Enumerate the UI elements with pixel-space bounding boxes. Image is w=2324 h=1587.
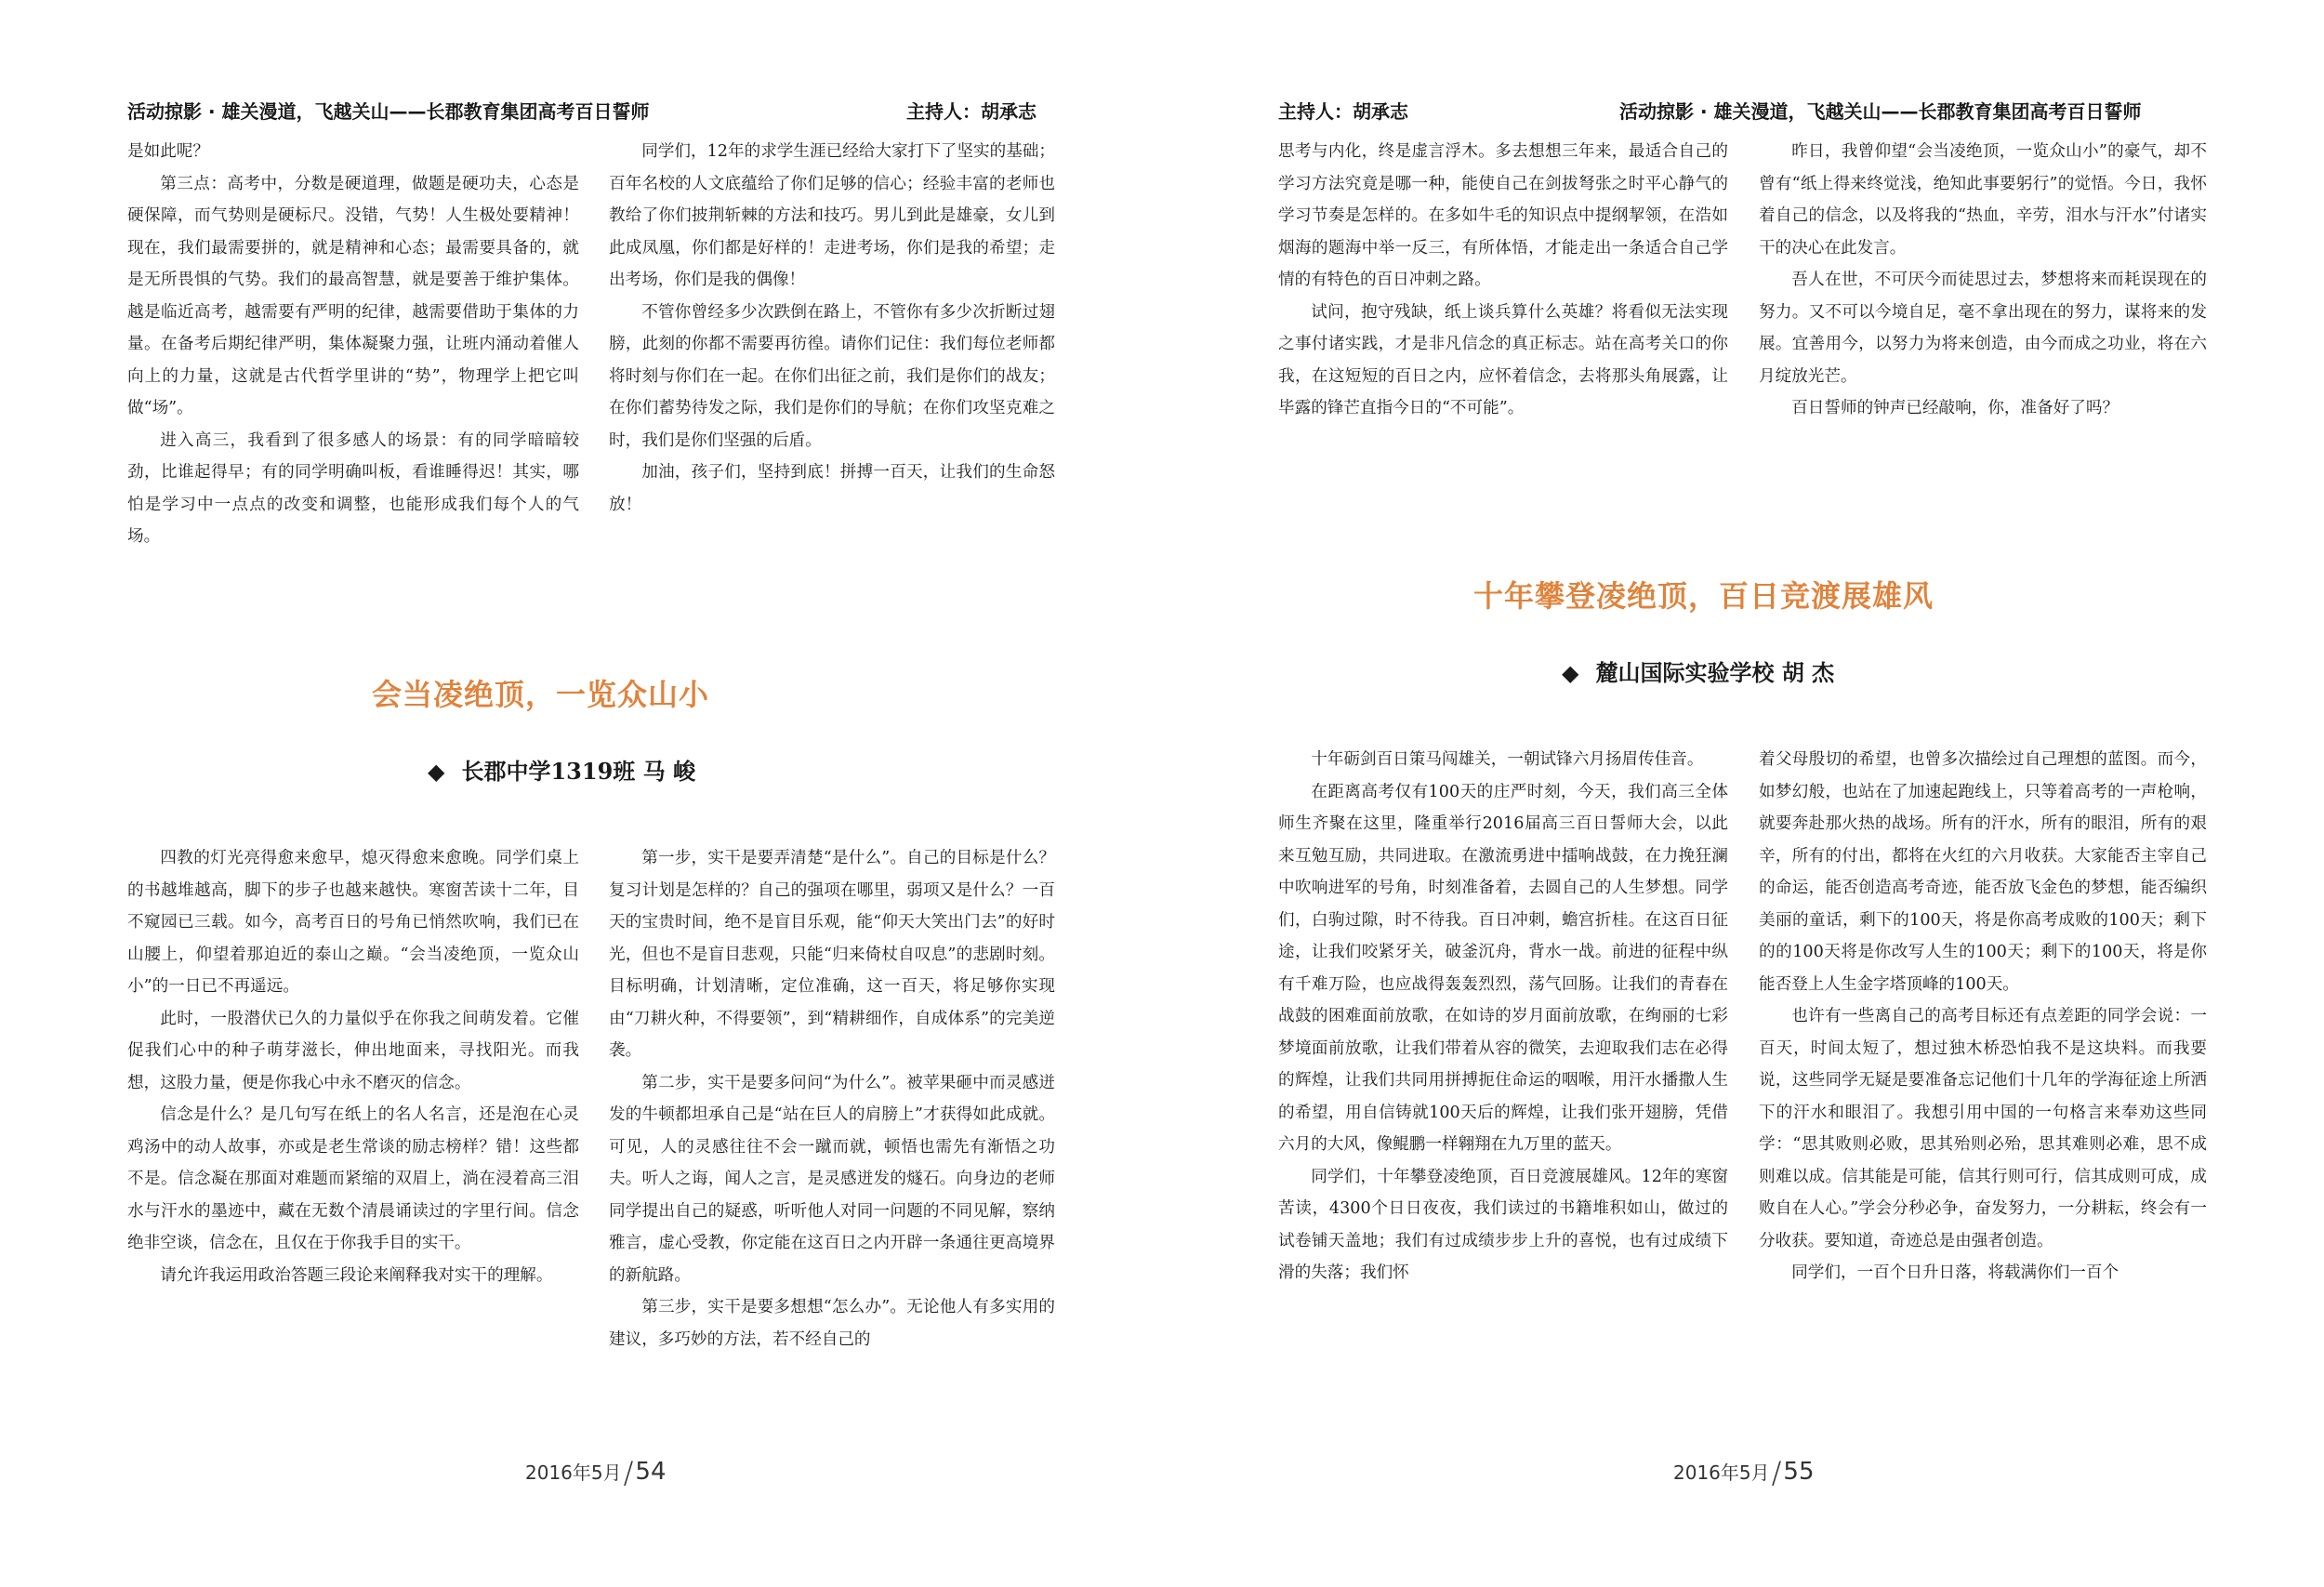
paragraph: 第三点：高考中，分数是硬道理，做题是硬功夫，心态是硬保障，而气势则是硬标尺。没错，气势！人生极处要精神！现在，我们最需要拼的，就是精神和心态；最需要具备的，就是无所畏惧的气势。我们的最高智慧，就是要善于维护集体。越是临近高考，越需要有严明的纪律，越需要借助于集体的力量。在备考后期纪律严明，集体凝聚力强，让班内涌动着催人向上的力量，这就是古代哲学里讲的“势”，物理学上把它叫做“场”。	[127, 174, 579, 417]
paragraph: 十年砺剑百日策马闯雄关，一朝试锋六月扬眉传佳音。	[1311, 750, 1704, 769]
right-top-right-column	[1759, 136, 2207, 425]
paragraph: 加油，孩子们，坚持到底！拼搏一百天，让我们的生命怒放！	[609, 463, 1055, 514]
paragraph: 此时，一股潜伏已久的力量似乎在你我之间萌发着。它催促我们心中的种子萌芽滋长，伸出地面来，寻找阳光。而我想，这股力量，便是你我心中永不磨灭的信念。	[127, 1009, 579, 1092]
paragraph: 思考与内化，终是虚言浮木。多去想想三年来，最适合自己的学习方法究竟是哪一种，能使自己在剑拔弩张之时平心静气的学习节奏是怎样的。在多如牛毛的知识点中提纲挈领，在浩如烟海的题海中举一反三，有所体悟，才能走出一条适合自己学情的有特色的百日冲刺之路。	[1278, 142, 1728, 289]
paragraph: 第三步，实干是要多想想“怎么办”。无论他人有多实用的建议，多巧妙的方法，若不经自己的	[609, 1298, 1055, 1349]
paragraph: 第二步，实干是要多问问“为什么”。被苹果砸中而灵感迸发的牛顿都坦承自己是“站在巨人的肩膀上”才获得如此成就。可见，人的灵感往往不会一蹴而就，顿悟也需先有渐悟之功夫。听人之诲，闻人之言，是灵感迸发的燧石。向身边的老师同学提出自己的疑惑，听听他人对同一问题的不同见解，察纳雅言，虚心受教，你定能在这百日之内开辟一条通往更高境界的新航路。	[609, 1073, 1055, 1285]
left-header-section: 活动掠影 · 雄关漫道，飞越关山——长郡教育集团高考百日誓师	[127, 100, 650, 123]
paragraph: 是如此呢？	[127, 142, 209, 161]
paragraph: 昨日，我曾仰望“会当凌绝顶，一览众山小”的豪气，却不曾有“纸上得来终觉浅，绝知此事要躬行”的觉悟。今日，我怀着自己的信念，以及将我的“热血，辛劳，泪水与汗水”付诸实干的决心在此发言。	[1759, 142, 2207, 258]
left-article-byline	[428, 753, 695, 786]
folio-page-number: 55	[1783, 1458, 1815, 1486]
right-page-folio	[1673, 1455, 1815, 1490]
paragraph: 同学们，12年的求学生涯已经给大家打下了坚实的基础；百年名校的人文底蕴给了你们足够的信心；经验丰富的老师也教给了你们披荆斩棘的方法和技巧。男儿到此是雄豪，女儿到此成凤凰，你们都是好样的！走进考场，你们是我的希望；走出考场，你们是我的偶像！	[609, 142, 1055, 289]
folio-slash: /	[623, 1455, 634, 1490]
folio-slash: /	[1771, 1455, 1782, 1490]
left-header-host: 主持人：胡承志	[906, 100, 1037, 123]
folio-date: 2016年5月	[525, 1461, 622, 1484]
left-top-right-column	[609, 136, 1055, 521]
right-header-host: 主持人：胡承志	[1278, 100, 1408, 123]
left-article-right-column	[609, 842, 1055, 1356]
right-article-byline	[1562, 655, 1834, 687]
paragraph: 也许有一些离自己的高考目标还有点差距的同学会说：一百天，时间太短了，想过独木桥恐怕我不是这块料。而我要说，这些同学无疑是要准备忘记他们十几年的学海征途上所洒下的汗水和眼泪了。我想引用中国的一句格言来奉劝这些同学：“思其败则必败，思其殆则必殆，思其难则必难，思不成则难以成。信其能是可能，信其行则可行，信其成则可成，成败自在人心。”学会分秒必争，奋发努力，一分耕耘，终会有一分收获。要知道，奇迹总是由强者创造。	[1759, 1007, 2207, 1250]
left-top-left-column	[127, 136, 579, 553]
diamond-icon: ◆	[428, 758, 445, 785]
paragraph: 进入高三，我看到了很多感人的场景：有的同学暗暗较劲，比谁起得早；有的同学明确叫板，看谁睡得迟！其实，哪怕是学习中一点点的改变和调整，也能形成我们每个人的气场。	[127, 430, 579, 546]
diamond-icon: ◆	[1562, 659, 1579, 686]
paragraph: 同学们，一百个日升日落，将载满你们一百个	[1791, 1263, 2119, 1282]
right-article-right-column	[1759, 744, 2207, 1289]
paragraph: 百日誓师的钟声已经敲响，你，准备好了吗？	[1791, 399, 2119, 417]
paragraph: 吾人在世，不可厌今而徒思过去，梦想将来而耗误现在的努力。又不可以今境自足，毫不拿出现在的努力，谋将来的发展。宜善用今，以努力为将来创造，由今而成之功业，将在六月绽放光芒。	[1759, 271, 2207, 386]
paragraph: 同学们，十年攀登凌绝顶，百日竞渡展雄风。12年的寒窗苦读，4300个日日夜夜，我们读过的书籍堆积如山，做过的试卷铺天盖地；我们有过成绩步步上升的喜悦，也有过成绩下滑的失落；我们怀	[1278, 1167, 1728, 1282]
paragraph: 四教的灯光亮得愈来愈早，熄灭得愈来愈晚。同学们桌上的书越堆越高，脚下的步子也越来越快。寒窗苦读十二年，目不窥园已三载。如今，高考百日的号角已悄然吹响，我们已在山腰上，仰望着那迫近的泰山之巅。“会当凌绝顶，一览众山小”的一日已不再遥远。	[127, 849, 579, 996]
paragraph: 不管你曾经多少次跌倒在路上，不管你有多少次折断过翅膀，此刻的你都不需要再彷徨。请你们记住：我们每位老师都将时刻与你们在一起。在你们出征之前，我们是你们的战友；在你们蓄势待发之际，我们是你们的导航；在你们攻坚克难之时，我们是你们坚强的后盾。	[609, 302, 1055, 450]
right-article-title: 十年攀登凌绝顶，百日竞渡展雄风	[1473, 578, 1934, 614]
paragraph: 信念是什么？是几句写在纸上的名人名言，还是泡在心灵鸡汤中的动人故事，亦或是老生常谈的励志榜样？错！这些都不是。信念凝在那面对难题而紧缩的双眉上，淌在浸着高三泪水与汗水的墨迹中，藏在无数个清晨诵读过的字里行间。信念绝非空谈，信念在，且仅在于你我手目的实干。	[127, 1105, 579, 1252]
folio-date: 2016年5月	[1673, 1461, 1770, 1484]
paragraph: 第一步，实干是要弄清楚“是什么”。自己的目标是什么？复习计划是怎样的？自己的强项在哪里，弱项又是什么？一百天的宝贵时间，绝不是盲目乐观，能“仰天大笑出门去”的好时光，但也不是盲目悲观，只能“归来倚杖自叹息”的悲剧时刻。目标明确，计划清晰，定位准确，这一百天，将足够你实现由“刀耕火种，不得要领”，到“精耕细作，自成体系”的完美逆袭。	[609, 849, 1055, 1060]
paragraph: 着父母殷切的希望，也曾多次描绘过自己理想的蓝图。而今，如梦幻般，也站在了加速起跑线上，只等着高考的一声枪响，就要奔赴那火热的战场。所有的汗水，所有的眼泪，所有的艰辛，所有的付出，都将在火红的六月收获。大家能否主宰自己的命运，能否创造高考奇迹，能否放飞金色的梦想，能否编织美丽的童话，剩下的100天，将是你高考成败的100天；剩下的的100天将是你改写人生的100天；剩下的100天，将是你能否登上人生金字塔顶峰的100天。	[1759, 750, 2207, 994]
left-article-left-column	[127, 842, 579, 1291]
paragraph: 试问，抱守残缺，纸上谈兵算什么英雄？将看似无法实现之事付诸实践，才是非凡信念的真正标志。站在高考关口的你我，在这短短的百日之内，应怀着信念，去将那头角展露，让毕露的锋芒直指今日的“不可能”。	[1278, 302, 1728, 417]
right-top-left-column	[1278, 136, 1728, 425]
left-page-folio	[525, 1455, 667, 1490]
right-header-section: 活动掠影 · 雄关漫道，飞越关山——长郡教育集团高考百日誓师	[1619, 100, 2142, 123]
paragraph: 在距离高考仅有100天的庄严时刻，今天，我们高三全体师生齐聚在这里，隆重举行2016届高三百日誓师大会，以此来互勉互励，共同进取。在激流勇进中擂响战鼓，在力挽狂澜中吹响进军的号角，时刻准备着，去圆自己的人生梦想。同学们，白驹过隙，时不待我。百日冲刺，蟾宫折桂。在这百日征途，让我们咬紧牙关，破釜沉舟，背水一战。前进的征程中纵有千难万险，也应战得轰轰烈烈，荡气回肠。让我们的青春在战鼓的困难面前放歌，在如诗的岁月面前放歌，在绚丽的七彩梦境面前放歌，让我们带着从容的微笑，去迎取我们志在必得的辉煌，让我们共同用拼搏扼住命运的咽喉，用汗水播撒人生的希望，用自信铸就100天后的辉煌，让我们张开翅膀，凭借六月的大风，像鲲鹏一样翱翔在九万里的蓝天。	[1278, 782, 1728, 1154]
folio-page-number: 54	[635, 1458, 667, 1486]
byline-text: 长郡中学1319班 马 峻	[461, 758, 695, 785]
right-article-left-column	[1278, 744, 1728, 1289]
byline-text: 麓山国际实验学校 胡 杰	[1595, 659, 1835, 686]
left-article-title: 会当凌绝顶，一览众山小	[372, 677, 710, 712]
paragraph: 请允许我运用政治答题三段论来阐释我对实干的理解。	[160, 1265, 553, 1285]
